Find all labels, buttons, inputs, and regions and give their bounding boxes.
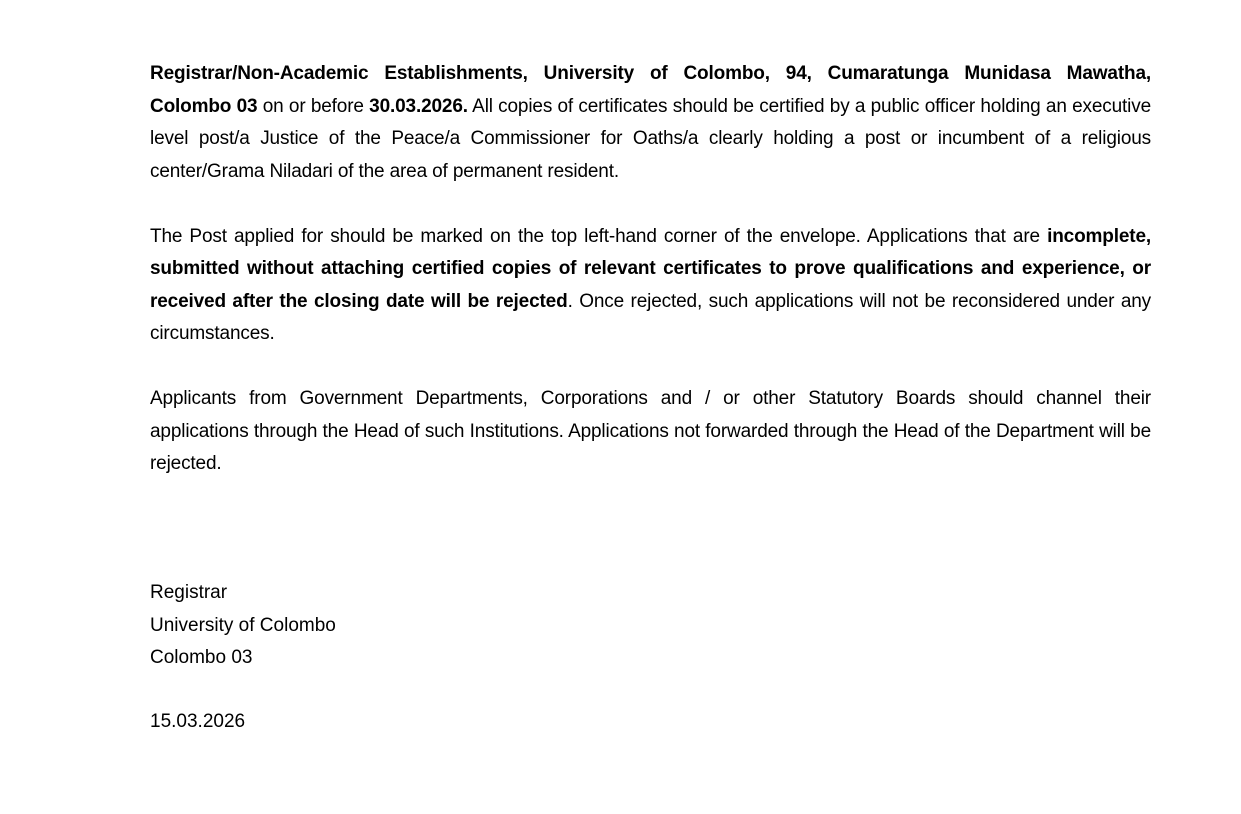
signature-city: Colombo 03	[150, 647, 253, 668]
rejection-bold: incomplete, submitted without attaching certified copies of relevant certificates to prove qualifications and experience, or received after the closing date will be rejected	[150, 225, 1151, 312]
signature-block	[150, 577, 336, 675]
signature-title: Registrar	[150, 582, 228, 603]
text-span: Applicants from Government Departments, Corporations and / or other Statutory Boards should channel their applications through the Head of such Institutions. Applications not forwarded through the Head of the Department will be rejected.	[150, 388, 1151, 474]
deadline-date: 30.03.2026.	[369, 95, 468, 117]
paragraph-government-applicants	[150, 383, 1151, 481]
document-body	[150, 58, 1151, 481]
text-span: . Once rejected, such applications will not be reconsidered under any circumstances.	[150, 290, 1151, 344]
document-date: 15.03.2026	[150, 711, 246, 732]
address-bold: Registrar/Non-Academic Establishments, University of Colombo, 94, Cumaratunga Munidasa Mawatha, Colombo 03	[150, 63, 1151, 117]
paragraph-address-deadline	[150, 58, 1151, 188]
text-span: The Post applied for should be marked on the top left-hand corner of the envelope. Applications that are	[150, 225, 1048, 247]
text-span: on or before	[257, 95, 370, 117]
paragraph-rejection-rules	[150, 221, 1151, 351]
signature-institution: University of Colombo	[150, 614, 336, 636]
text-span: All copies of certificates should be certified by a public officer holding an executive level post/a Justice of the Peace/a Commissioner for Oaths/a clearly holding a post or incumbent of a religious center/Grama Niladari of the area of permanent resident.	[150, 95, 1152, 182]
